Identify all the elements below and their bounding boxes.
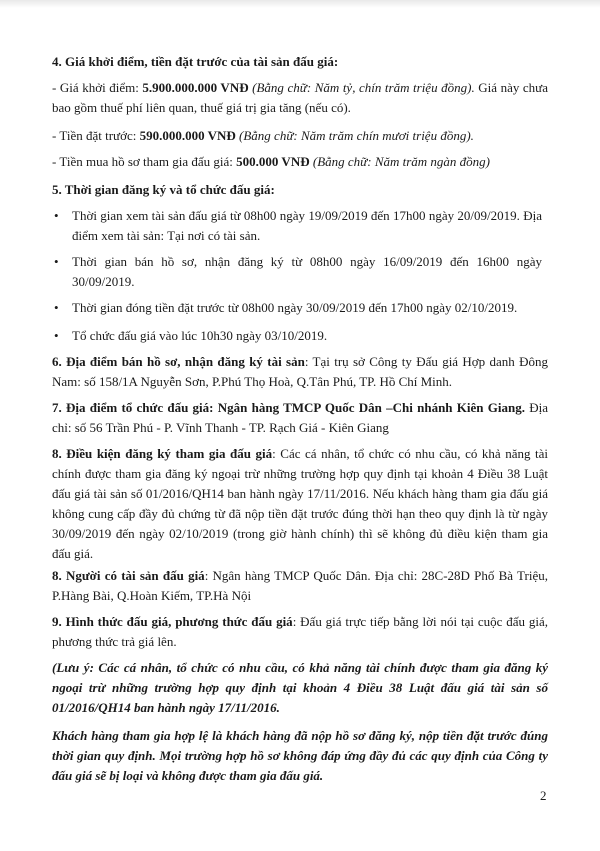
section-4 [52, 52, 548, 72]
schedule-bullet-text: Thời gian đóng tiền đặt trước từ 08h00 ngày 30/09/2019 đến 17h00 ngày 02/10/2019. [72, 300, 518, 315]
bullet-marker: • [54, 208, 59, 223]
section-5-heading: 5. Thời gian đăng ký và tổ chức đấu giá: [52, 182, 275, 197]
note-text-2: Khách hàng tham gia hợp lệ là khách hàng đã nộp hồ sơ đăng ký, nộp tiền đặt trước đúng thời gian quy định. Mọi trường hợp hồ sơ không đáp ứng đầy đủ các quy định của Công ty đấu giá sẽ bị loại và không được tham gia đấu giá. [52, 728, 548, 783]
section-9-heading: 9. Hình thức đấu giá, phương thức đấu giá [52, 614, 293, 629]
start-price-label: - Giá khởi điểm: [52, 80, 143, 95]
schedule-bullet [54, 326, 542, 346]
section-8-owner-text: : Ngân hàng TMCP Quốc Dân. Địa chỉ: 28C-28D Phố Bà Triệu, P.Hàng Bài, Q.Hoàn Kiếm, TP.Hà Nội [52, 568, 548, 603]
section-7 [52, 398, 548, 438]
note-text: (Lưu ý: Các cá nhân, tổ chức có nhu cầu, có khả năng tài chính được tham gia đăng ký ngoại trừ những trường hợp quy định tại khoản 4 Điều 38 Luật đấu giá tài sản số 01/2016/QH14 ban hành ngày 17/11/2016. [52, 660, 548, 715]
section-4-heading: 4. Giá khởi điểm, tiền đặt trước của tài sản đấu giá: [52, 54, 339, 69]
schedule-bullet [54, 206, 542, 246]
section-6-text: : Tại trụ sở Công ty Đấu giá Hợp danh Đông Nam: số 158/1A Nguyễn Sơn, P.Phú Thọ Hoà, Q.Tân Phú, TP. Hồ Chí Minh. [52, 354, 548, 389]
deposit-words: (Bằng chữ: Năm trăm chín mươi triệu đồng). [235, 128, 474, 143]
bullet-marker: • [54, 300, 59, 315]
section-9 [52, 612, 548, 652]
schedule-bullet-text: Tổ chức đấu giá vào lúc 10h30 ngày 03/10/2019. [72, 328, 328, 343]
section-5 [52, 180, 548, 200]
start-price-para [52, 78, 548, 118]
fee-value: 500.000 VNĐ [236, 154, 310, 169]
schedule-bullet-text: Thời gian bán hồ sơ, nhận đăng ký từ 08h00 ngày 16/09/2019 đến 16h00 ngày 30/09/2019. [72, 254, 542, 289]
fee-words: (Bằng chữ: Năm trăm ngàn đồng) [309, 154, 491, 169]
section-8-heading: 8. Điều kiện đăng ký tham gia đấu giá [52, 446, 273, 461]
page-number: 2 [540, 788, 547, 803]
section-6-heading: 6. Địa điểm bán hồ sơ, nhận đăng ký tài sản [52, 354, 305, 369]
schedule-bullet [54, 298, 542, 318]
fee-label: - Tiền mua hồ sơ tham gia đấu giá: [52, 154, 237, 169]
scan-top-edge [0, 0, 600, 8]
note-paragraph-2 [52, 726, 548, 786]
deposit-value: 590.000.000 VNĐ [139, 128, 236, 143]
section-8 [52, 444, 548, 564]
section-9-text: : Đấu giá trực tiếp bằng lời nói tại cuộc đấu giá, phương thức trả giá lên. [52, 614, 548, 649]
deposit-label: - Tiền đặt trước: [52, 128, 140, 143]
fee-para [52, 152, 548, 172]
section-6 [52, 352, 548, 392]
deposit-para [52, 126, 548, 146]
section-7-text: Địa chỉ: số 56 Trần Phú - P. Vĩnh Thanh - TP. Rạch Giá - Kiên Giang [52, 400, 548, 435]
section-8-owner [52, 566, 548, 606]
schedule-bullet [54, 252, 542, 292]
bullet-marker: • [54, 254, 59, 269]
section-8-owner-heading: 8. Người có tài sản đấu giá [52, 568, 205, 583]
start-price-words: (Bằng chữ: Năm tỷ, chín trăm triệu đồng). [252, 80, 475, 95]
schedule-bullet-text: Thời gian xem tài sản đấu giá từ 08h00 ngày 19/09/2019 đến 17h00 ngày 20/09/2019. Địa điểm xem tài sản: Tại nơi có tài sản. [72, 208, 542, 243]
start-price-note: Giá này chưa bao gồm thuế phí liên quan, thuế giá trị gia tăng (nếu có). [52, 80, 548, 115]
bullet-marker: • [54, 328, 59, 343]
section-8-text: : Các cá nhân, tổ chức có nhu cầu, có khả năng tài chính được tham gia đăng ký ngoại trừ những trường hợp quy định tại khoản 4 Điều 38 Luật đấu giá tài sản số 01/2016/QH14 ban hành ngày 17/11/2016. Nếu khách hàng tham gia đấu giá không cung cấp đầy đủ chứng từ đã nộp tiền đặt trước đúng thời hạn theo quy định là từ ngày 30/09/2019 đến ngày 02/10/2019 (trong giờ hành chính) thì sẽ không đủ điều kiện tham gia đấu giá. [52, 446, 548, 561]
section-7-heading: 7. Địa điểm tổ chức đấu giá: Ngân hàng TMCP Quốc Dân –Chi nhánh Kiên Giang. [52, 400, 525, 415]
start-price-value: 5.900.000.000 VNĐ [142, 80, 249, 95]
note-paragraph [52, 658, 548, 718]
